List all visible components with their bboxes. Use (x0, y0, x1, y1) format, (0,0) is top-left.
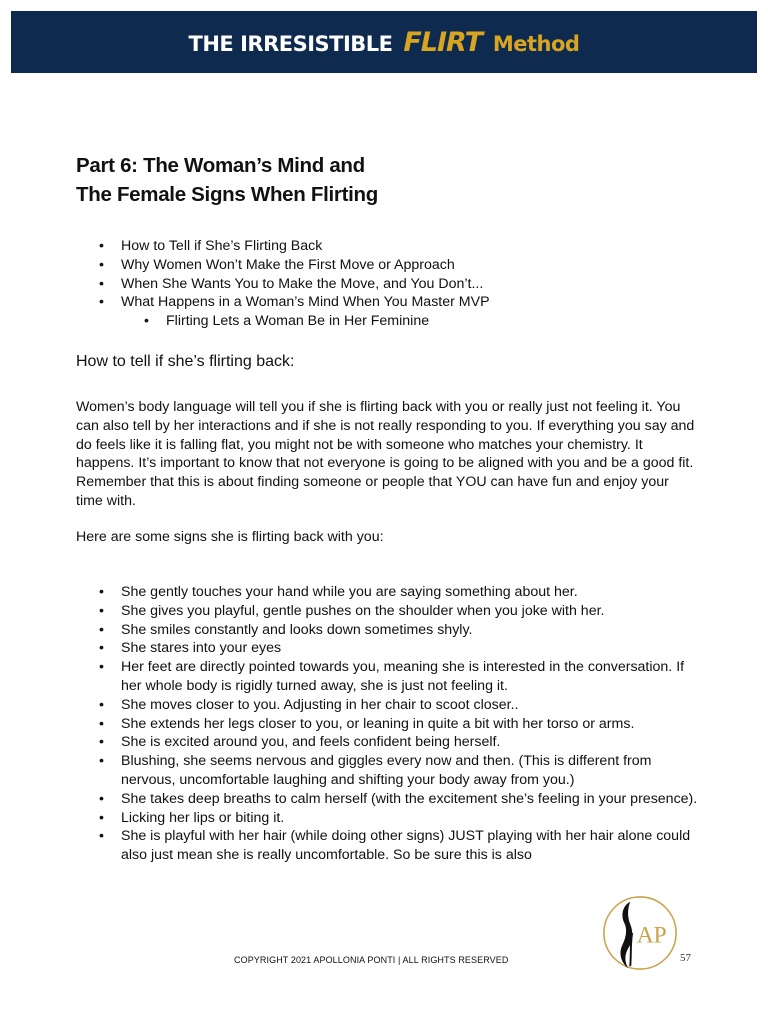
sign-item: • She extends her legs closer to you, or leaning in quite a bit with her torso or arms. (99, 715, 699, 734)
sign-item: • She stares into your eyes (99, 639, 699, 658)
page-title-line1: Part 6: The Woman’s Mind and (76, 154, 365, 177)
body-paragraph: Women’s body language will tell you if she is flirting back with you or really just not feeling it. You can also tell by her interactions and if she is not really responding to you. If everything you say and do feels like it is falling flat, you might not be with someone who matches your chemistry. It happens. It’s important to know that not everyone is going to be aligned with you and be a good fit. Remember that this is about finding someone or people that YOU can have fun and enjoy your time with. (76, 399, 695, 509)
copyright-footer: COPYRIGHT 2021 APOLLONIA PONTI | ALL RIGHTS RESERVED (234, 955, 509, 965)
sign-item: • She moves closer to you. Adjusting in her chair to scoot closer.. (99, 696, 699, 715)
page-title-line2: The Female Signs When Flirting (76, 183, 378, 206)
sign-item: • She smiles constantly and looks down sometimes shyly. (99, 621, 699, 640)
logo-text: AP (636, 922, 667, 949)
topic-item: • How to Tell if She’s Flirting Back (99, 237, 490, 256)
section-heading: How to tell if she’s flirting back: (76, 353, 295, 370)
sign-item: • Her feet are directly pointed towards you, meaning she is interested in the conversation. If her whole body is rigidly turned away, she is just not feeling it. (99, 658, 699, 696)
signs-list (99, 583, 699, 865)
sign-item: • She gently touches your hand while you are saying something about her. (99, 583, 699, 602)
topic-item: • Why Women Won’t Make the First Move or Approach (99, 256, 490, 275)
ap-logo-icon (601, 894, 679, 972)
header-title-part1: THE IRRESISTIBLE (188, 31, 393, 56)
topics-list (99, 237, 490, 331)
sign-item: • Blushing, she seems nervous and giggles every now and then. (This is different from nervous, uncomfortable laughing and shifting your body away from you.) (99, 752, 699, 790)
header-banner (11, 11, 757, 73)
sign-item: • She gives you playful, gentle pushes on the shoulder when you joke with her. (99, 602, 699, 621)
header-title-flirt: FLIRT (403, 26, 483, 58)
topic-item: • When She Wants You to Make the Move, and You Don’t... (99, 275, 490, 294)
page-title (76, 151, 378, 209)
sign-item: • Licking her lips or biting it. (99, 809, 699, 828)
sign-item: • She is playful with her hair (while doing other signs) JUST playing with her hair alone could also just mean she is really uncomfortable. So be sure this is also (99, 827, 699, 865)
topic-subitem: • Flirting Lets a Woman Be in Her Feminine (99, 312, 490, 331)
topic-item: • What Happens in a Woman’s Mind When You Master MVP (99, 293, 490, 312)
header-title (189, 27, 580, 58)
sign-item: • She takes deep breaths to calm herself (with the excitement she’s feeling in your presence). (99, 790, 699, 809)
signs-intro: Here are some signs she is flirting back with you: (76, 529, 384, 545)
header-title-part2: Method (492, 31, 580, 56)
sign-item: • She is excited around you, and feels confident being herself. (99, 733, 699, 752)
page-number: 57 (680, 952, 691, 964)
